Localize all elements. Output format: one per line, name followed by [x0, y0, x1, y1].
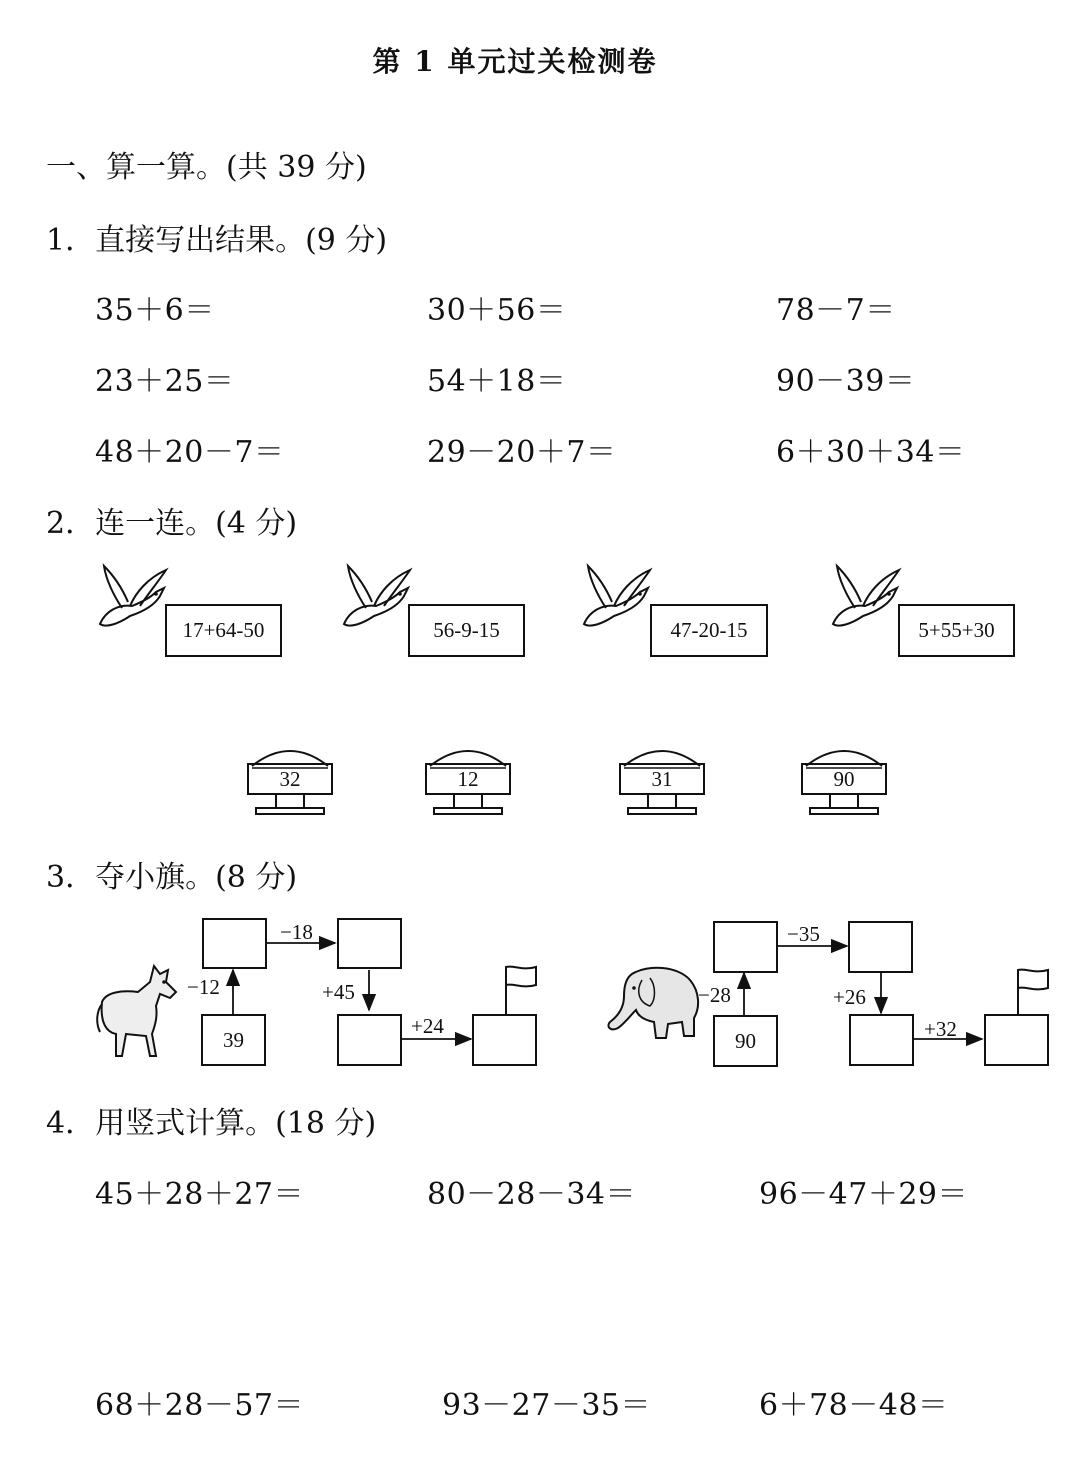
q4-equation: 80－28－34＝ — [427, 1177, 637, 1212]
answer-box[interactable] — [337, 918, 402, 969]
question-1-heading: 1．直接写出结果。(9 分) — [46, 223, 388, 258]
mailbox[interactable] — [424, 742, 512, 818]
q1-equation: 54＋18＝ — [427, 364, 567, 399]
step-label: +32 — [924, 1017, 957, 1041]
mailbox-number: 12 — [457, 767, 479, 791]
q4-equation: 96－47＋29＝ — [759, 1177, 969, 1212]
mailbox[interactable] — [246, 742, 334, 818]
step-label: −18 — [280, 920, 313, 944]
flag-icon — [500, 963, 542, 1027]
q1-equation: 23＋25＝ — [95, 364, 235, 399]
q4-equation: 68＋28－57＝ — [95, 1388, 305, 1423]
dove-icon — [92, 562, 172, 634]
question-3-heading: 3．夺小旗。(8 分) — [46, 860, 298, 895]
q4-equation: 93－27－35＝ — [442, 1388, 652, 1423]
answer-box[interactable] — [337, 1014, 402, 1066]
answer-box[interactable] — [984, 1014, 1049, 1066]
step-label: +26 — [833, 985, 866, 1009]
expression-card[interactable]: 17+64-50 — [165, 604, 282, 657]
q4-equation: 6＋78－48＝ — [759, 1388, 949, 1423]
mailbox[interactable] — [618, 742, 706, 818]
question-2-heading: 2．连一连。(4 分) — [46, 506, 298, 541]
step-label: +24 — [411, 1014, 444, 1038]
q1-equation: 30＋56＝ — [427, 293, 567, 328]
q1-equation: 6＋30＋34＝ — [776, 435, 966, 470]
mailbox-number: 31 — [651, 767, 673, 791]
dove-icon — [825, 562, 905, 634]
horse-icon — [92, 962, 182, 1062]
mailbox-number: 32 — [279, 767, 301, 791]
expression-card[interactable]: 47-20-15 — [650, 604, 768, 657]
answer-box[interactable] — [202, 918, 267, 969]
q1-equation: 35＋6＝ — [95, 293, 215, 328]
dove-icon — [576, 562, 656, 634]
start-box: 90 — [713, 1015, 778, 1067]
step-label: −35 — [787, 922, 820, 946]
page-title: 第 1 单元过关检测卷 — [372, 45, 658, 78]
q1-equation: 78－7＝ — [776, 293, 896, 328]
dove-icon — [336, 562, 416, 634]
answer-box[interactable] — [849, 1014, 914, 1066]
expression-card[interactable]: 56-9-15 — [408, 604, 525, 657]
q1-equation: 90－39＝ — [776, 364, 916, 399]
question-4-heading: 4．用竖式计算。(18 分) — [46, 1106, 377, 1141]
answer-box[interactable] — [713, 921, 778, 973]
mailbox[interactable] — [800, 742, 888, 818]
elephant-icon — [604, 960, 704, 1042]
q4-equation: 45＋28＋27＝ — [95, 1177, 305, 1212]
step-label: −28 — [698, 983, 731, 1007]
step-label: +45 — [322, 980, 355, 1004]
expression-card[interactable]: 5+55+30 — [898, 604, 1015, 657]
mailbox-number: 90 — [833, 767, 855, 791]
section-heading: 一、算一算。(共 39 分) — [46, 150, 367, 185]
start-box: 39 — [201, 1014, 266, 1066]
q1-equation: 29－20＋7＝ — [427, 435, 617, 470]
step-label: −12 — [187, 975, 220, 999]
answer-box[interactable] — [848, 921, 913, 973]
q1-equation: 48＋20－7＝ — [95, 435, 285, 470]
